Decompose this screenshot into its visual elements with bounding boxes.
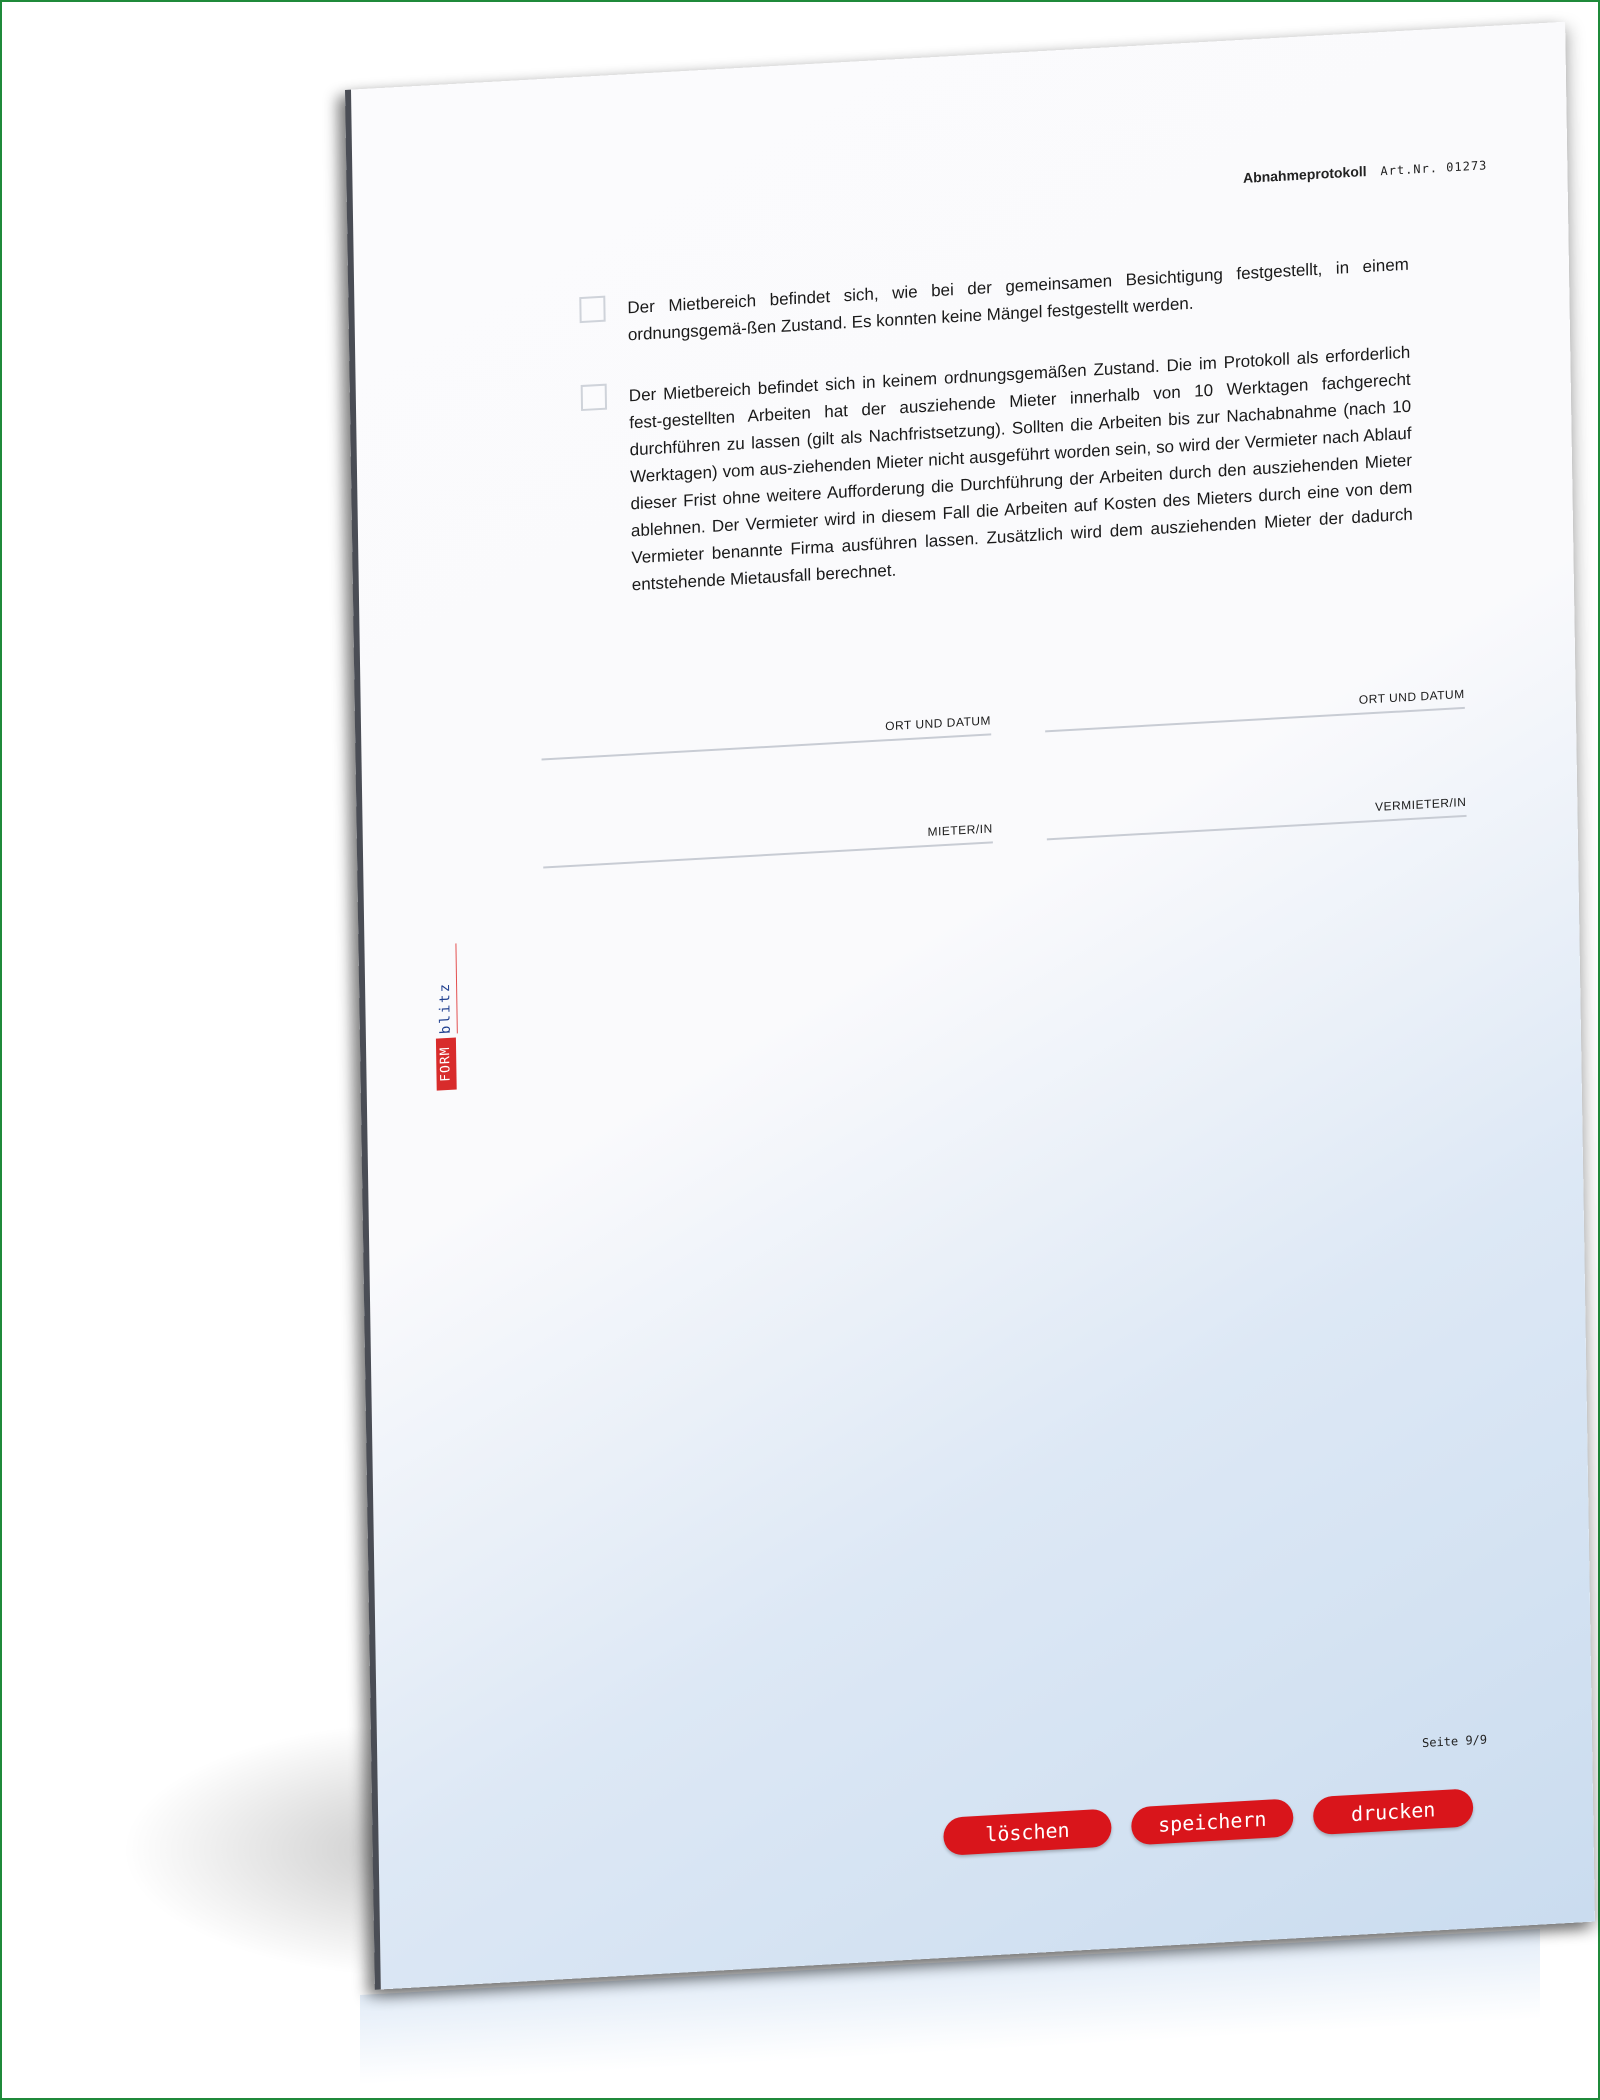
place-date-label-left: ORT UND DATUM <box>885 713 992 734</box>
logo-blitz-part: blitz <box>437 981 454 1035</box>
place-date-label-right: ORT UND DATUM <box>1358 686 1465 707</box>
page-number: Seite 9/9 <box>1421 1732 1488 1751</box>
logo-form-part: FORM <box>436 1038 457 1091</box>
formblitz-logo <box>434 939 458 1090</box>
checkbox-defects[interactable] <box>581 384 607 411</box>
option-defects-text: Der Mietbereich befindet sich in keinem ordnungsgemäßen Zustand. Die im Protokoll als erforderlich fest-gestellten Arbeiten hat der ausziehende Mieter innerhalb von 10 Werktagen fachgerecht durchführen zu lassen (gilt als Nachfristsetzung). Sollten die Arbeiten bis zur Nachabnahme (nach 10 Werktagen) vom aus-ziehenden Mieter nicht ausgeführt worden sein, so wird der Vermieter nach Ablauf dieser Frist ohne weitere Aufforderung die Durchführung der Arbeiten durch den ausziehenden Mieter ablehnen. Der Vermieter wird in diesem Fall die Arbeiten auf Kosten des Mieters durch eine von dem Vermieter benannte Firma ausführen lassen. Zusätzlich wird dem ausziehenden Mieter der dadurch entstehende Mietausfall berechnet. <box>628 342 1413 595</box>
document-header <box>1243 156 1488 186</box>
signature-line-place-date-left[interactable] <box>541 709 991 760</box>
save-button[interactable]: speichern <box>1131 1798 1293 1845</box>
delete-button[interactable]: löschen <box>943 1808 1111 1855</box>
document-page <box>345 22 1595 1990</box>
option-defects <box>581 339 1414 601</box>
signature-line-landlord[interactable] <box>1046 791 1466 840</box>
article-number: Art.Nr. 01273 <box>1380 158 1488 179</box>
signature-line-tenant[interactable] <box>543 817 993 868</box>
print-button[interactable]: drucken <box>1313 1788 1473 1835</box>
landlord-label: VERMIETER/IN <box>1374 794 1467 814</box>
checkbox-no-defects[interactable] <box>579 296 605 323</box>
option-no-defects-text: Der Mietbereich befindet sich, wie bei der gemeinsamen Besichtigung festgestellt, in einem ordnungsgemä-ßen Zustand. Es konnten keine Mängel festgestellt werden. <box>627 254 1410 345</box>
signature-line-place-date-right[interactable] <box>1045 683 1465 732</box>
logo-rule <box>455 943 457 1033</box>
tenant-label: MIETER/IN <box>927 821 993 840</box>
option-no-defects <box>579 251 1409 351</box>
document-title: Abnahmeprotokoll <box>1242 162 1367 186</box>
